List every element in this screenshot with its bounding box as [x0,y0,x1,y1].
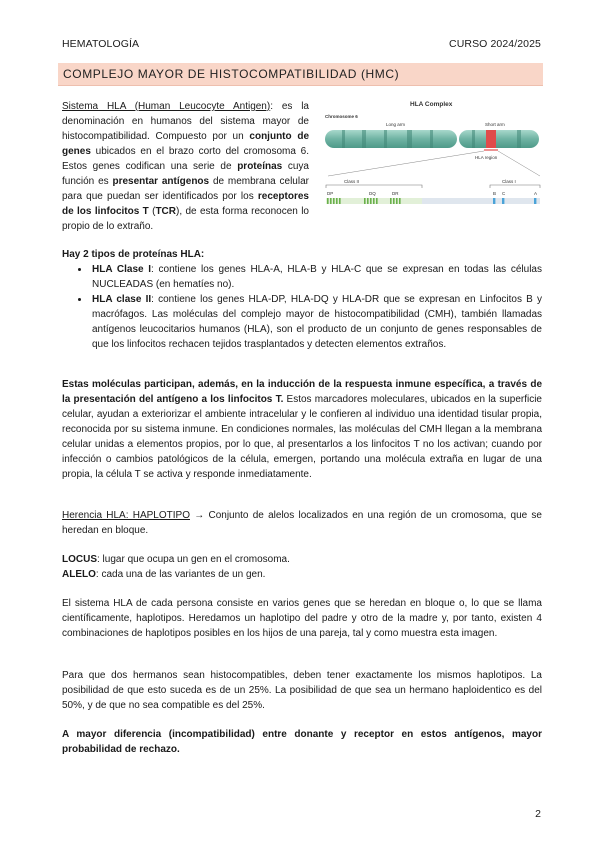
figure-title: HLA Complex [410,101,453,108]
chromosome-short-arm [459,130,539,148]
intro-bold: presentar antígenos [112,176,210,187]
locus-term: LOCUS [62,554,97,565]
haplotype-term: Herencia HLA: HAPLOTIPO [62,510,190,521]
molecules-text: Estos marcadores moleculares, ubicados en la superficie celular, ayudan a exteriorizar el ambiente intracelular y le confieren al individuo una identidad tisular propia, reconocida por su sistema inmune. En condiciones normales, las moléculas del CMH llegan a la membrana celular unidas a elementos propios, por lo que, al presentarlos a los linfocitos T no los activan; cuando por infección o cambios patológicos de la célula, emergen, portando una molécula extraña en lugar de una propia, la célula T se activa y responde inmediatamente. [62,394,542,480]
hla-types-list [62,262,542,352]
class2-label: Class II [344,179,360,184]
intro-text: cuya función es [62,161,309,187]
section-title-bar [58,63,543,86]
locus-a: A [534,191,538,196]
list-item [90,262,542,292]
list-item [90,292,542,352]
alelo-text: : cada una de las variantes de un gen. [95,569,266,580]
section-title: COMPLEJO MAYOR DE HISTOCOMPATIBILIDAD (HMC) [63,67,400,81]
class2-bracket [326,185,422,188]
locus-c: C [502,191,506,196]
intro-bold: conjunto de genes [62,131,310,157]
hla-complex-figure [322,97,544,217]
intro-text: ( [148,206,156,217]
intro-text: ), de esta forma reconocen lo propio de lo extraño. [62,206,309,232]
page-number: 2 [535,808,541,820]
arrow-icon: → [189,510,209,521]
siblings-paragraph: Para que dos hermanos sean histocompatibles, deben tener exactamente los mismos haplotipos. La posibilidad de que esto suceda es de un 25%. La posibilidad de que sea un hermano haploidentico es del 50%, y de que no sea compatible es del 25%. [62,670,542,711]
class1-label: Class I [502,179,516,184]
types-heading-text: Hay 2 tipos de proteínas HLA: [62,249,205,260]
locus-dq: DQ [369,191,376,196]
locus-dr: DR [392,191,399,196]
alelo-line [62,567,542,582]
hla-region-label: HLA region [475,155,498,160]
chromosome-label: Chromosome 6 [325,114,358,119]
hla-region-band [486,130,496,148]
list-item-text: : contiene los genes HLA-A, HLA-B y HLA-C que se expresan en todas las células NUCLEADAS (en hematíes no). [92,264,542,290]
list-item-label: HLA Clase I [92,264,152,275]
rejection-paragraph: A mayor diferencia (incompatibilidad) entre donante y receptor en estos antígenos, mayor probabilidad de rechazo. [62,729,542,755]
locus-dp: DP [327,191,334,196]
zoom-lines [328,151,540,176]
list-item-label: HLA clase II [92,294,152,305]
short-arm-label: Short arm [485,122,505,127]
molecules-paragraph [62,377,542,482]
haplotype-text: Conjunto de alelos localizados en una región de un cromosoma, que se heredan en bloque. [62,510,542,536]
alelo-term: ALELO [62,569,96,580]
hla-term: Sistema HLA (Human Leucocyte Antigen) [62,101,271,112]
long-arm-label: Long arm [386,122,406,127]
intro-text: de membrana celular para que puedan ser identificados por los [62,176,309,202]
class1-bracket [490,185,540,188]
header-course: CURSO 2024/2025 [449,38,541,50]
intro-bold: receptores de los linfocitos T [62,191,309,217]
intro-bold: proteínas [237,161,283,172]
intro-paragraph [62,99,309,234]
header-subject: HEMATOLOGÍA [62,38,140,50]
locus-b: B [493,191,497,196]
list-item-text: : contiene los genes HLA-DP, HLA-DQ y HLA-DR que se expresan en Linfocitos B y macrófagos. Las moléculas del complejo mayor de histocompatibilidad (CMH), también llamadas antígenos leucocitarios humanos (HLA), son el producto de un conjunto de genes responsables de que los linfocitos rechacen tejidos trasplantados y detecten elementos extraños. [92,294,542,350]
locus-text: : lugar que ocupa un gen en el cromosoma. [97,554,290,565]
intro-bold: TCR [155,206,177,217]
intro-text: : es la denominación en humanos del sistema mayor de histocompatibilidad. Compuesto por un [62,101,309,142]
intro-text: ubicados en el brazo corto del cromosoma 6. Estos genes codifican una serie de [62,146,309,172]
system-paragraph: El sistema HLA de cada persona consiste en varios genes que se heredan en bloque o, lo que se llama científicamente, haplotipos. Heredamos un haplotipo del padre y otro de la madre y, por tanto, existen 4 combinaciones de haplotipos posibles en los hijos de una pareja, tal y como muestra esta imagen. [62,598,542,639]
haplotype-paragraph [62,508,542,538]
molecules-bold: Estas moléculas participan, además, en la inducción de la respuesta inmune específica, a través de la presentación del antígeno a los linfocitos T. [62,379,542,405]
types-heading [62,247,542,262]
locus-line [62,552,542,567]
